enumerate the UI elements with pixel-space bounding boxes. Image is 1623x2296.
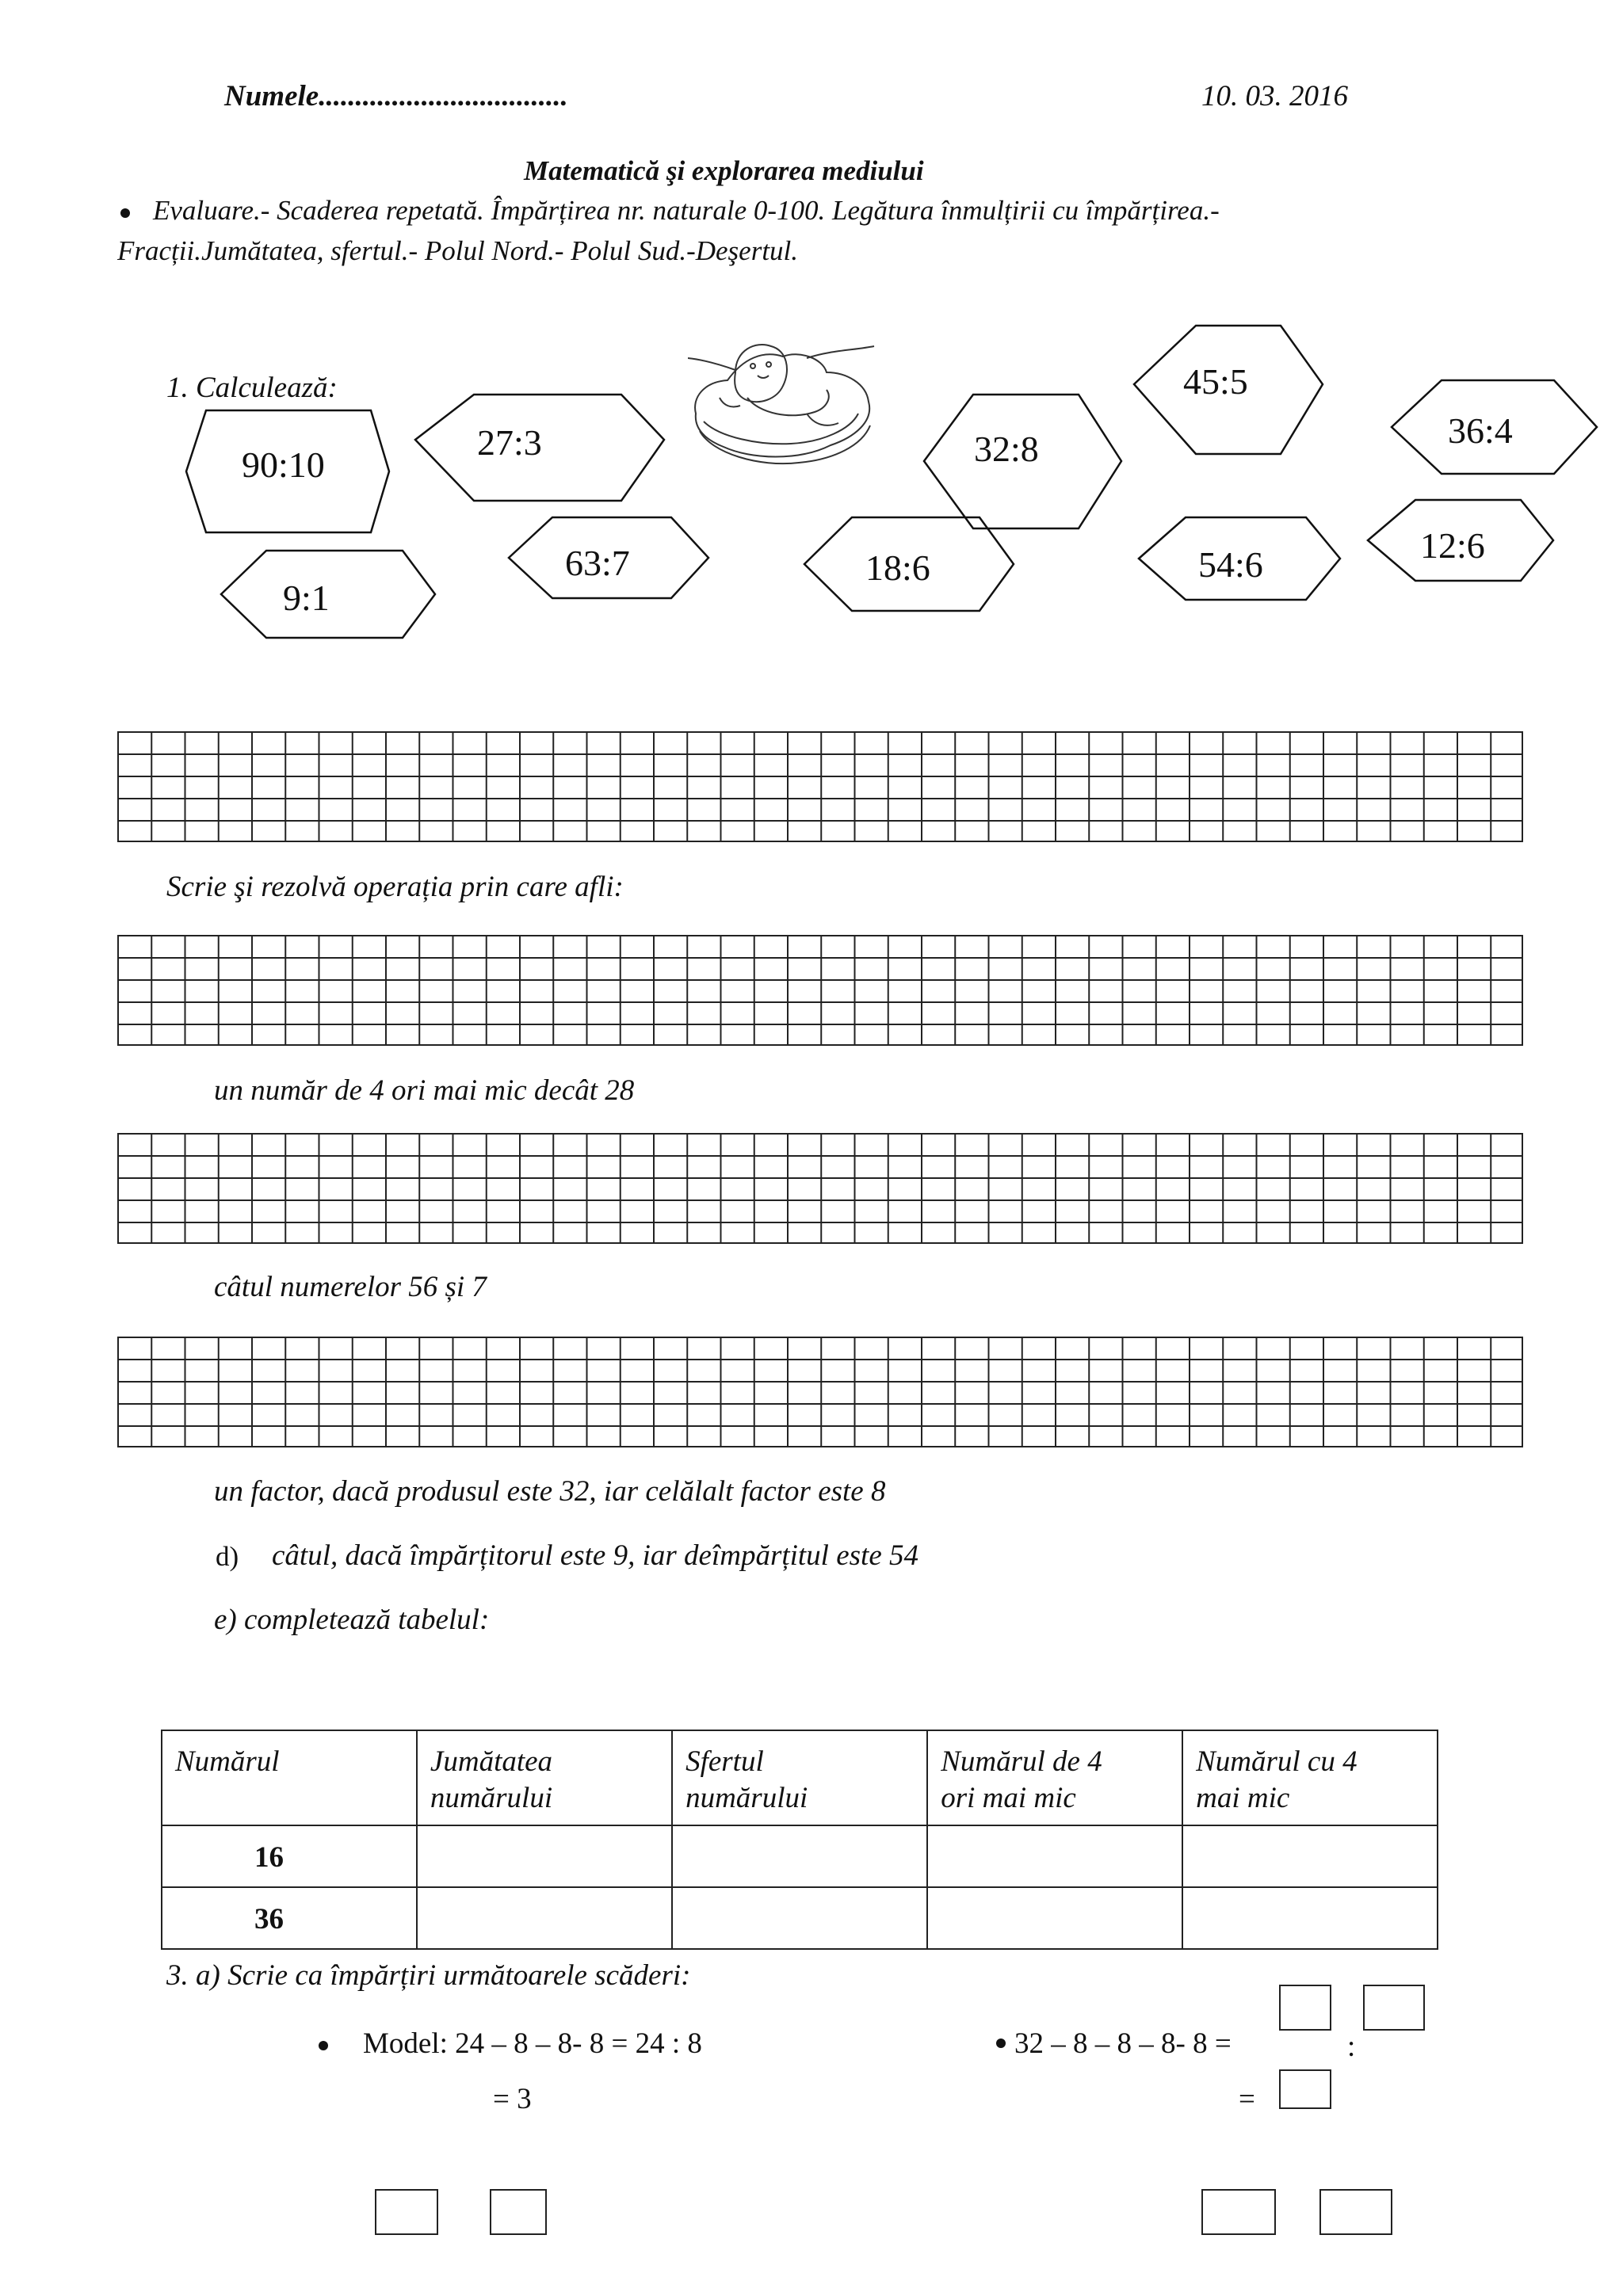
division-colon: :: [1347, 2031, 1356, 2063]
exercise-2-item-c: un factor, dacă produsul este 32, iar celălalt factor este 8: [214, 1475, 886, 1508]
exercise-3-label: 3. a) Scrie ca împărțiri următoarele scăderi:: [166, 1959, 691, 1992]
answer-box[interactable]: [1319, 2189, 1392, 2235]
operation-32-8: 32:8: [974, 429, 1039, 469]
name-field[interactable]: Numele..................................: [224, 80, 568, 113]
table-cell-number: 16: [162, 1825, 417, 1887]
seal-on-ice-icon: [688, 326, 878, 477]
exercise-2-item-e: e) completează tabelul:: [214, 1604, 490, 1636]
operation-18-6: 18:6: [865, 547, 930, 588]
equals-sign: =: [1239, 2083, 1255, 2115]
table-cell-input[interactable]: [927, 1887, 1182, 1949]
model-line-1: Model: 24 – 8 – 8- 8 = 24 : 8: [363, 2027, 702, 2060]
table-cell-input[interactable]: [1182, 1825, 1438, 1887]
table-row: [162, 1825, 1438, 1887]
operation-63-7: 63:7: [565, 543, 630, 583]
table-cell-input[interactable]: [672, 1825, 927, 1887]
answer-box[interactable]: [1279, 2069, 1331, 2109]
operation-90-10: 90:10: [242, 444, 325, 485]
table-cell-input[interactable]: [1182, 1887, 1438, 1949]
operation-54-6: 54:6: [1198, 544, 1263, 585]
table-cell-input[interactable]: [672, 1887, 927, 1949]
writing-grid-4[interactable]: [117, 1337, 1523, 1447]
exercise-1-label: 1. Calculează:: [166, 372, 338, 404]
operation-45-5: 45:5: [1183, 361, 1248, 402]
operation-27-3: 27:3: [477, 422, 542, 463]
table-cell-input[interactable]: [417, 1887, 672, 1949]
writing-grid-1[interactable]: [117, 731, 1523, 842]
subject-title: Matematică şi explorarea mediului: [524, 155, 924, 186]
table-header-cell: Numărul de 4 ori mai mic: [927, 1730, 1182, 1825]
fractions-table: [161, 1730, 1438, 1950]
bullet-icon: [120, 208, 130, 218]
answer-box[interactable]: [490, 2189, 547, 2235]
answer-box[interactable]: [375, 2189, 438, 2235]
topics-line-2: Fracții.Jumătatea, sfertul.- Polul Nord.- Polul Sud.-Deşertul.: [117, 235, 799, 266]
table-cell-number: 36: [162, 1887, 417, 1949]
answer-box[interactable]: [1201, 2189, 1276, 2235]
bullet-icon: [996, 2039, 1006, 2048]
answer-box[interactable]: [1279, 1985, 1331, 2031]
table-header-cell: Numărul: [162, 1730, 417, 1825]
task-line-1: 32 – 8 – 8 – 8- 8 =: [1014, 2027, 1232, 2060]
answer-box[interactable]: [1363, 1985, 1425, 2031]
bullet-icon: [319, 2041, 328, 2050]
table-header-row: [162, 1730, 1438, 1825]
exercise-2-item-b: câtul numerelor 56 și 7: [214, 1271, 487, 1303]
table-cell-input[interactable]: [417, 1825, 672, 1887]
operation-9-1: 9:1: [283, 578, 330, 618]
operation-36-4: 36:4: [1448, 410, 1513, 451]
exercise-2-item-a: un număr de 4 ori mai mic decât 28: [214, 1074, 635, 1107]
table-header-cell: Numărul cu 4 mai mic: [1182, 1730, 1438, 1825]
writing-grid-2[interactable]: [117, 935, 1523, 1046]
table-header-cell: Sfertul numărului: [672, 1730, 927, 1825]
model-line-2: = 3: [493, 2083, 532, 2115]
topics-line-1: Evaluare.- Scaderea repetată. Împărțirea nr. naturale 0-100. Legătura înmulțirii cu împărțirea.-: [153, 195, 1220, 226]
date: 10. 03. 2016: [1201, 80, 1348, 113]
writing-grid-3[interactable]: [117, 1133, 1523, 1244]
table-header-cell: Jumătatea numărului: [417, 1730, 672, 1825]
item-d-label: d): [216, 1541, 239, 1572]
operation-12-6: 12:6: [1420, 525, 1485, 566]
table-cell-input[interactable]: [927, 1825, 1182, 1887]
table-row: [162, 1887, 1438, 1949]
exercise-2-instruction: Scrie şi rezolvă operația prin care afli:: [166, 871, 624, 903]
exercise-2-item-d: câtul, dacă împărțitorul este 9, iar deîmpărțitul este 54: [272, 1539, 918, 1572]
